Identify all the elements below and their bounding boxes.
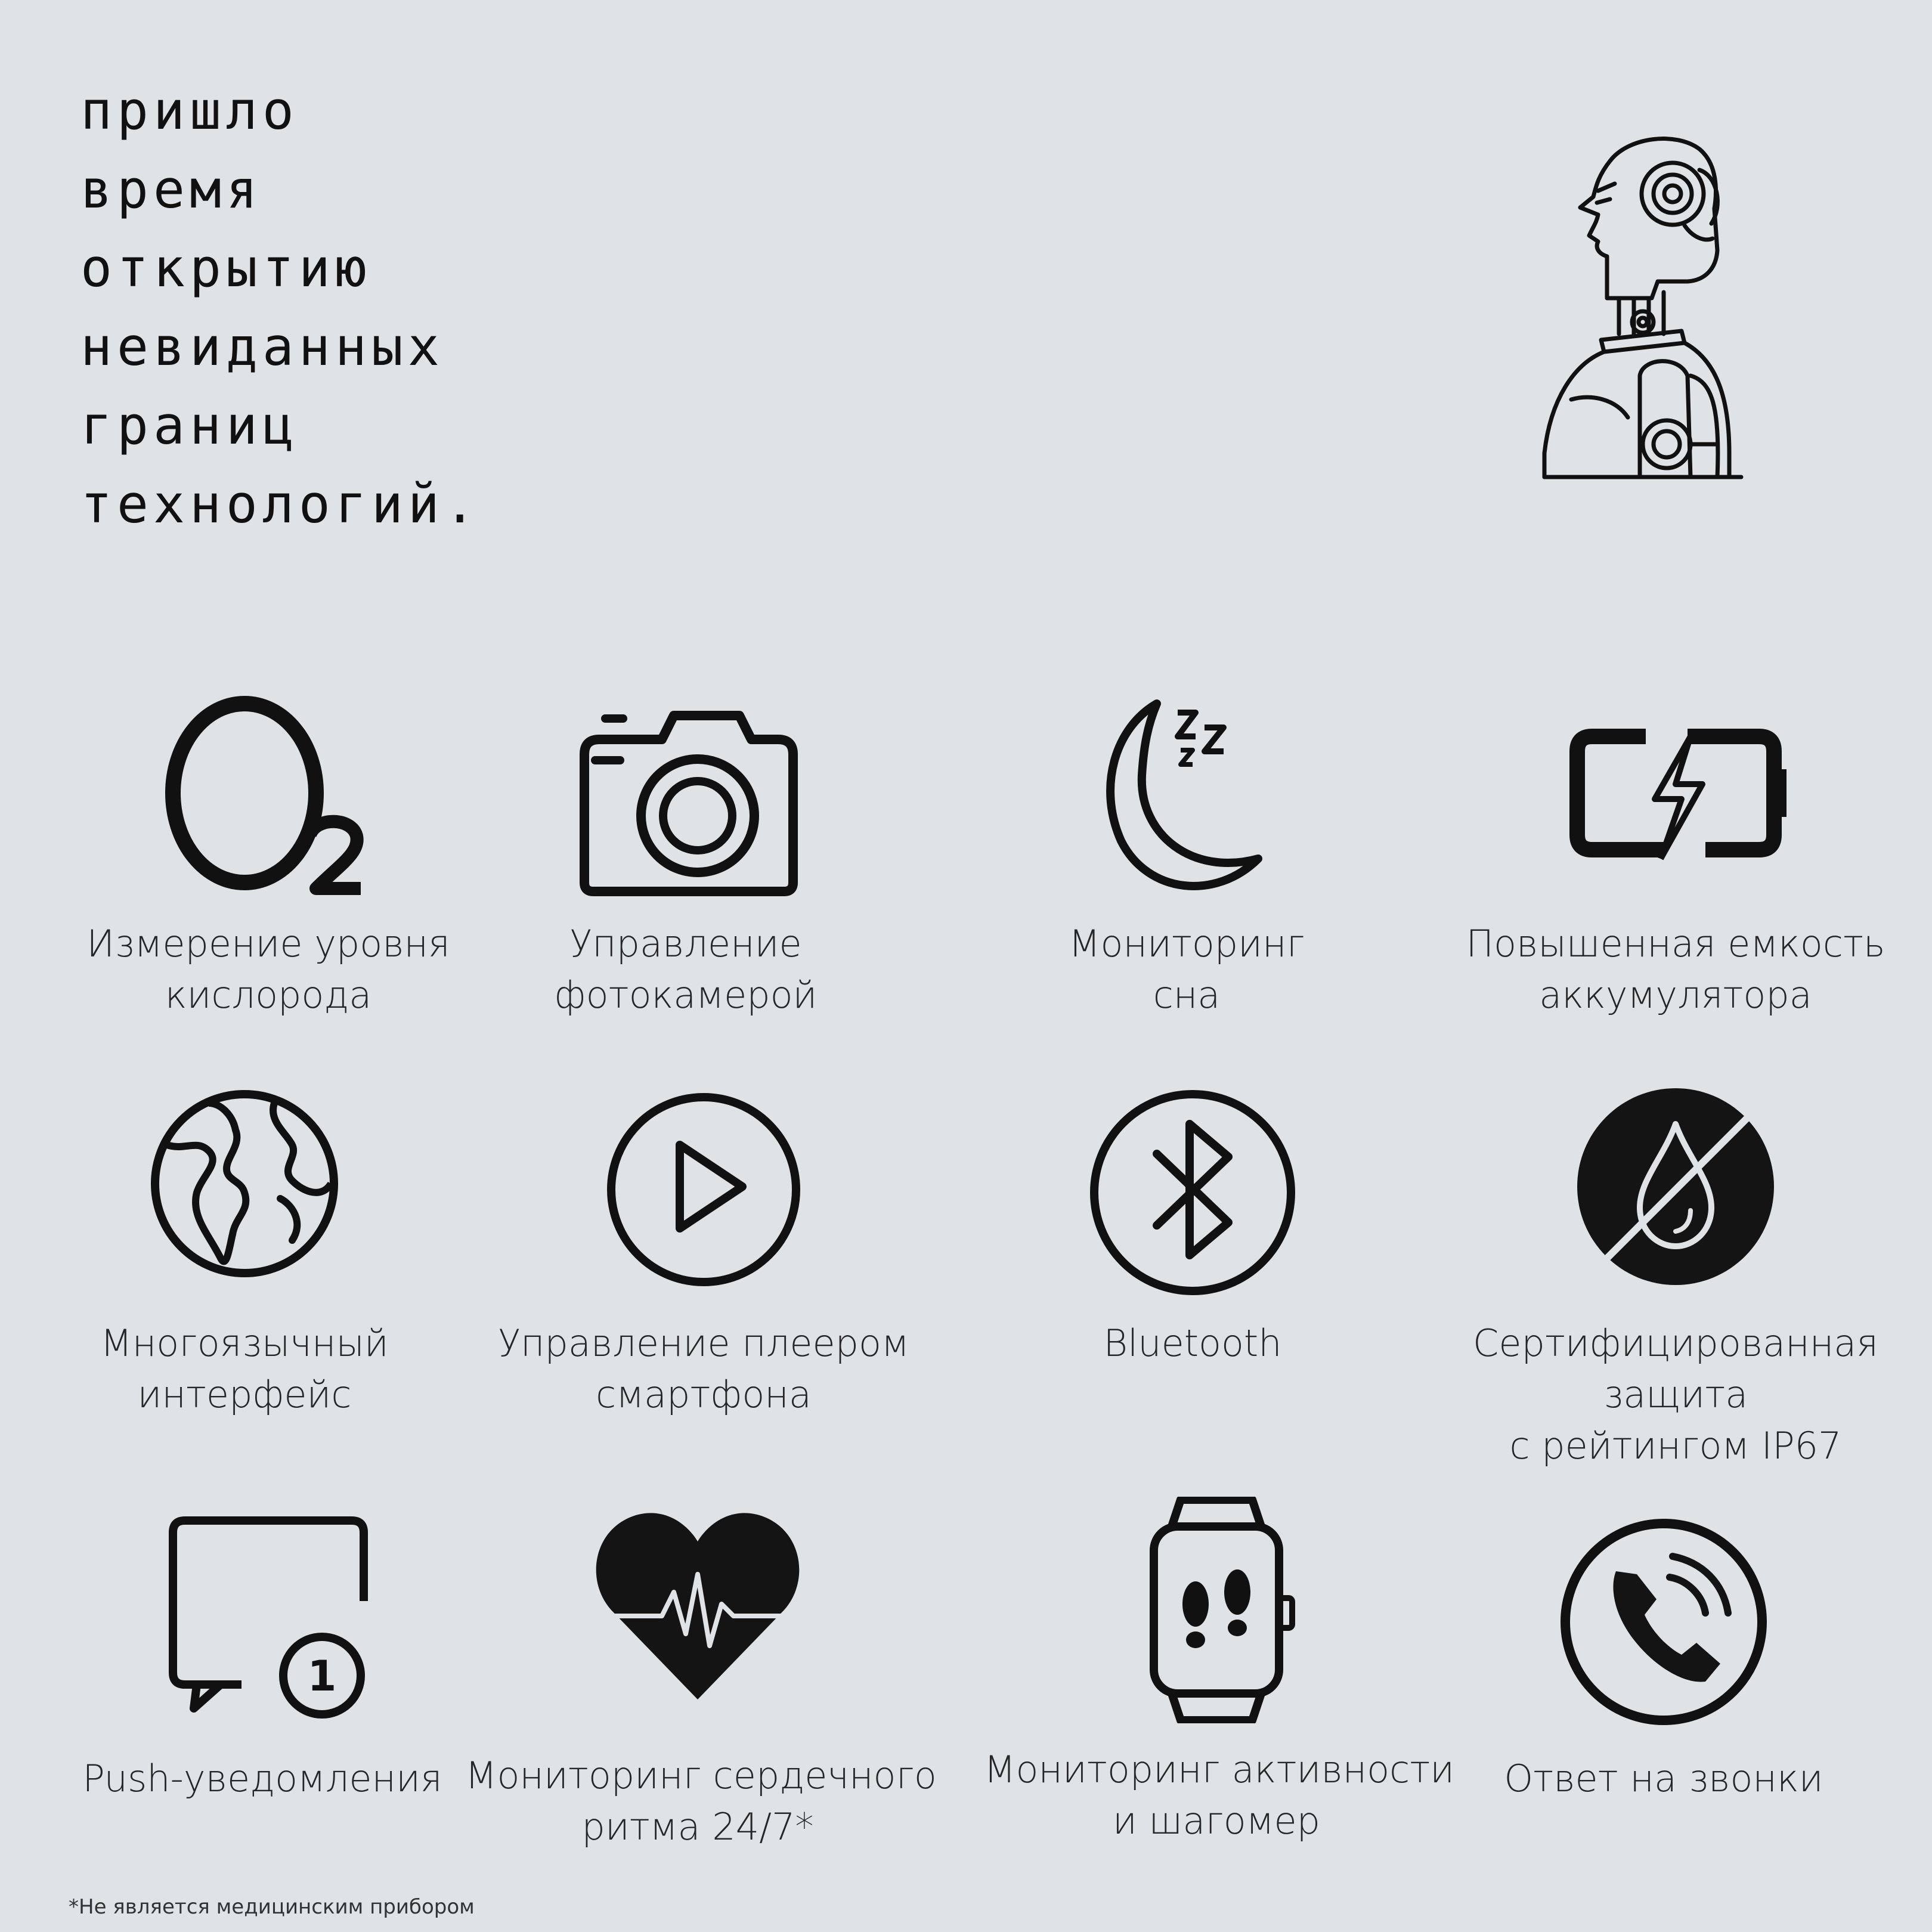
headline-line: невиданных (80, 316, 444, 377)
phone-call-icon (1550, 1515, 1777, 1741)
feature-label-line: Сертифицированная (1473, 1321, 1878, 1365)
feature-label-line: Многоязычный (100, 1321, 389, 1365)
feature-label-line: и шагомер (1112, 1799, 1321, 1843)
headline-line: время (80, 159, 262, 220)
robot-profile-icon (1538, 119, 1777, 501)
feature-label-line: Push-уведомления (82, 1757, 442, 1800)
headline (80, 72, 481, 544)
feature-label-line: интерфейс (137, 1373, 352, 1416)
feature-label-line: Ответ на звонки (1504, 1757, 1823, 1800)
o2-icon (155, 680, 382, 906)
feature-label-line: Управление плеером (498, 1321, 909, 1365)
feature-label-line: ритма 24/7* (581, 1805, 814, 1849)
camera-icon (572, 680, 799, 906)
feature-label-line: Управление (569, 922, 802, 965)
feature-label-line: сна (1153, 973, 1221, 1017)
feature-label-line: фотокамерой (554, 973, 818, 1017)
notification-badge: 1 (307, 1652, 337, 1701)
bluetooth-icon (1079, 1079, 1306, 1306)
globe-icon (131, 1079, 358, 1306)
headline-line: границ (80, 395, 299, 456)
feature-label-line: смартфона (596, 1373, 812, 1416)
heart-rate-icon (584, 1491, 811, 1717)
feature-label-line: Мониторинг активности (984, 1748, 1455, 1791)
feature-label-line: Мониторинг сердечного (465, 1754, 937, 1797)
moon-sleep-icon (1073, 680, 1300, 906)
no-water-drop-icon (1562, 1079, 1789, 1306)
footnote: *Не является медицинским прибором (69, 1895, 475, 1919)
feature-label-line: кислорода (165, 973, 372, 1017)
feature-label-line: Мониторинг (1069, 922, 1305, 965)
play-icon (590, 1079, 817, 1306)
feature-label-line: с рейтингом IP67 (1509, 1424, 1842, 1467)
battery-charge-icon (1521, 680, 1831, 906)
smartwatch-steps-icon (1103, 1497, 1330, 1723)
feature-label-line: защита (1603, 1373, 1748, 1416)
headline-line: технологий. (80, 473, 481, 535)
headline-line: пришло (80, 80, 299, 141)
feature-label-line: аккумулятора (1539, 973, 1812, 1017)
feature-label-line: Измерение уровня (86, 922, 450, 965)
feature-label-line: Повышенная емкость (1466, 922, 1885, 965)
feature-label-line: Bluetooth (1103, 1321, 1282, 1365)
headline-line: открытию (80, 237, 371, 299)
